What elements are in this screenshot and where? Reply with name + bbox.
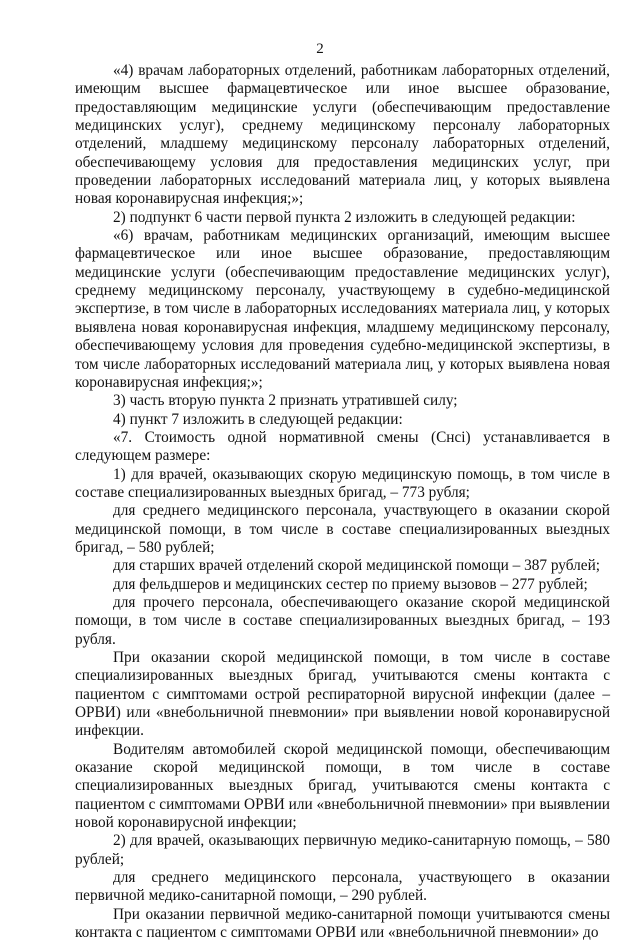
paragraph: «6) врачам, работникам медицинских организаций, имеющим высшее фармацевтическое или иное высшее образование, предоставляющим медицинские услуги (обеспечивающим предоставление медицинских услуг), среднему медицинскому персоналу, участвующему в судебно-медицинской экспертизе, в том числе в лабораторных исследованиях материала лиц, у которых выявлена новая коронавирусная инфекция, младшему медицинскому персоналу, обеспечивающему условия для проведения судебно-медицинской экспертизы, в том числе лабораторных исследований материала лиц, у которых выявлена новая коронавирусная инфекция;»; [75,227,610,391]
paragraph: Водителям автомобилей скорой медицинской помощи, обеспечивающим оказание скорой медицинской помощи, в том числе в составе специализированных выездных бригад, учитываются смены контакта с пациентом с симптомами ОРВИ или «внебольничной пневмонии» при выявлении новой коронавирусной инфекции; [75,740,610,832]
paragraph: 4) пункт 7 изложить в следующей редакции: [113,410,403,428]
document-body [75,62,610,943]
paragraph: для среднего медицинского персонала, участвующего в оказании скорой медицинской помощи, в том числе в составе специализированных выездных бригад, – 580 рублей; [75,502,610,556]
paragraph: для среднего медицинского персонала, участвующего в оказании первичной медико-санитарной помощи, – 290 рублей. [75,869,610,905]
paragraph: для прочего персонала, обеспечивающего оказание скорой медицинской помощи, в том числе в составе специализированных выездных бригад, – 193 рубля. [75,593,610,648]
paragraph: для старших врачей отделений скорой медицинской помощи – 387 рублей; [113,557,601,575]
paragraph: 1) для врачей, оказывающих скорую медицинскую помощь, в том числе в составе специализированных выездных бригад, – 773 рубля; [75,465,610,501]
page-number: 2 [316,41,324,57]
paragraph: «7. Стоимость одной нормативной смены (Cнсi) устанавливается в следующем размере: [75,428,610,465]
paragraph: 3) часть вторую пункта 2 признать утратившей силу; [113,392,458,410]
paragraph: 2) для врачей, оказывающих первичную медико-санитарную помощь, – 580 рублей; [75,832,610,868]
paragraph: «4) врачам лабораторных отделений, работникам лабораторных отделений, имеющим высшее фармацевтическое или иное высшее образование, предоставляющим медицинские услуги (обеспечивающим предоставление медицинских услуг), среднему медицинскому персоналу лабораторных отделений, младшему медицинскому персоналу лабораторных отделений, обеспечивающему условия для предоставления медицинских услуг, при проведении лабораторных исследований материала лиц, у которых выявлена новая коронавирусная инфекция;»; [75,62,610,208]
paragraph: для фельдшеров и медицинских сестер по приему вызовов – 277 рублей; [113,575,588,593]
paragraph: При оказании скорой медицинской помощи, в том числе в составе специализированных выездных бригад, учитываются смены контакта с пациентом с симптомами острой респираторной вирусной инфекции (далее – ОРВИ) или «внебольничной пневмонии» при выявлении новой коронавирусной инфекции. [75,649,610,740]
paragraph: 2) подпункт 6 части первой пункта 2 изложить в следующей редакции: [113,208,576,226]
paragraph: При оказании первичной медико-санитарной помощи учитываются смены контакта с пациентом с симптомами ОРВИ или «внебольничной пневмонии» до [75,905,610,942]
